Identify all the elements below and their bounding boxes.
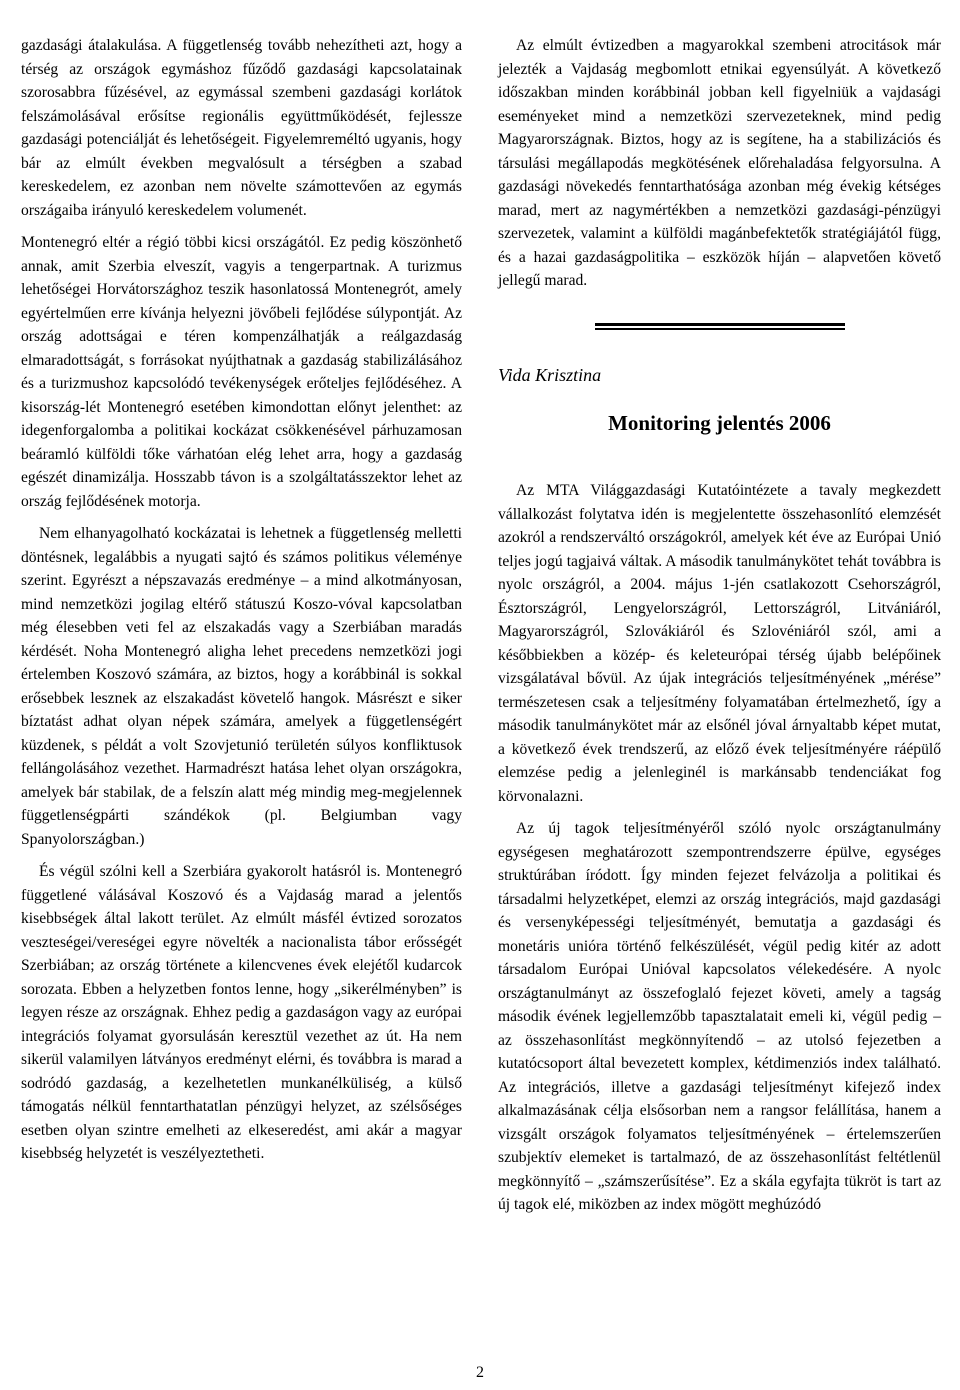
paragraph: gazdasági átalakulása. A függetlenség tovább nehezítheti azt, hogy a térség az országok egymáshoz fűződő gazdasági kapcsolatainak szorosabbra fűzésével, az egymással szembeni gazdasági korlátok felszámolásával erősítse regionális együttműködését, fejlessze gazdasági potenciálját és lehetőségeit. Figyelemreméltó ugyanis, hogy bár az elmúlt években megvalósult a térségben a szabad kereskedelem, ez azonban nem növelte számottevően az egymás országaiba irányuló kereskedelem volumenét. [21,37,462,219]
paragraph: Nem elhanyagolható kockázatai is lehetnek a függetlenség melletti döntésnek, legalábbis a nyugati sajtó és számos politikus véleménye szerint. Egyrészt a népszavazás eredménye – a mind alkotmányosan, mind nemzetközi jogilag eltérő státuszú Koszo-vóval kapcsolatban még élesebben veti fel az elszakadás vagy a Szerbiában maradás kérdését. Noha Montenegró aligha lehet precedens nemzetközi jogi értelemben Koszovó számára, az biztos, hogy a korábbinál is sokkal erősebbek lesznek az elszakadást követelő hangok. Másrészt e siker bíztatást adhat olyan népek számára, amelyek a függetlenségért küzdenek, s példát a volt Szovjetunió területén súlyos konfliktusok fellángolásához vezethet. Harmadrészt hatása lehet olyan országokra, amelyek bár stabilak, de a felszín alatt még mindig meg-megjelennek függetlenségpárti szándékok (pl. Belgiumban vagy Spanyolországban.) [21,525,462,848]
paragraph: Az elmúlt évtizedben a magyarokkal szembeni atrocitások már jelezték a Vajdaság megbomlott etnikai egyensúlyát. A következő időszakban minden korábbinál jobban kell figyelniük a vajdasági eseményeket mind a nemzetközi szervezeteknek, mind pedig Magyarországnak. Biztos, hogy az is segítene, ha a stabilizációs és társulási megállapodás megkötésének előrehaladása felgyorsulna. A gazdasági növekedés fenntarthatósága azonban még évekig kétséges marad, mert az nagymértékben a nemzetközi gazdasági-pénzügyi szervezetek, valamint a külföldi magánbefektetők stratégiájától függ, és a hazai gazdaságpolitika – eszközök híján – alapvetően követő jellegű marad. [498,37,941,289]
paragraph: Montenegró eltér a régió többi kicsi országától. Ez pedig köszönhető annak, amit Szerbia elveszít, vagyis a tengerpartnak. A turizmus lehetőségei Horvátországhoz teszik hasonlatossá Montenegrót, amely egyértelműen erre kívánja helyezni jövőbeli fejlődése súlypontját. Az ország adottságai e téren kompenzálhatják a reálgazdaság elmaradottságát, s forrásokat nyújthatnak a gazdaság stabilizálásához és a turizmushoz kapcsolódó tevékenységek erőteljes fejlődéséhez. A kisország-lét Montenegró esetében kimondottan előnyt jelenthet: az idegenforgalomba a politikai kockázat csökkenésével párhuzamosan beáramló külföldi tőke várhatóan elég lehet arra, hogy a gazdaság egészét dinamizálja. Hosszabb távon is a szolgáltatásszektor lehet az ország fejlődésének motorja. [21,234,462,510]
article-title: Monitoring jelentés 2006 [608,411,831,435]
paragraph: És végül szólni kell a Szerbiára gyakorolt hatásról is. Montenegró függetlené válásával Koszovó és a Vajdaság marad a jelentős kisebbségek által lakott terület. Az elmúlt másfél évtized sorozatos veszteségei/vereségei egyre növelték a nacionalista tábor erősségét Szerbiában; az ország története a kilencvenes évek elejétől kudarcok sorozata. Ebben a helyzetben fontos lenne, hogy „sikerélményben” is legyen része az országnak. Ehhez pedig a gazdaságon vagy az európai integrációs folyamat gyorsulásán keresztül vezethet az út. Ha nem sikerül valamilyen látványos eredményt elérni, és továbbra is marad a sodródó gazdaság, a kezelhetetlen munkanélküliség, a külső támogatás nélkül fenntarthatatlan pénzügyi helyzet, az szélsőséges esetben olyan szintre emelheti az elkeseredést, ami akár a magyar kisebbség helyzetét is veszélyeztetheti. [21,863,462,1162]
section-separator [595,323,845,330]
author-name: Vida Krisztina [498,364,602,385]
paragraph: Az MTA Világgazdasági Kutatóintézete a tavaly megkezdett vállalkozást folytatva idén is megjelentette összehasonlító elemzését azokról a rendszerváltó országokról, amelyek két éve az Európai Unió teljes jogú tagjaivá váltak. A második tanulmánykötet tehát továbbra is nyolc országról, a 2004. május 1-jén csatlakozott Csehországról, Észtországról, Lengyelországról, Lettországról, Litvániáról, Magyarországról, Szlovákiáról és Szlovéniáról szól, ami a későbbiekben a közép- és keleteurópai térség újabb belépőinek vizsgálatával bővül. Az újak integrációs teljesítményének „mérése” természetesen csak a teljesítmény folyamatában értelmezhető, így a második tanulmánykötet már az elsőnél jóval árnyaltabb képet mutat, a következő évek trendszerű, az előző évek teljesítményére ráépülő elemzése pedig a jelenleginél is markánsabb tendenciákat fog körvonalazni. [498,482,941,805]
page-number: 2 [476,1364,484,1381]
left-column [21,34,462,1166]
paragraph: Az új tagok teljesítményéről szóló nyolc országtanulmány egységesen meghatározott szempontrendszerre épülve, egységes struktúrában íródott. Így minden fejezet felvázolja a politikai és társadalmi helyzetképet, elemzi az ország integrációs, majd gazdasági és versenyképességi teljesítményét, bemutatja a gazdasági és monetáris unióra történő felkészülését, végül pedig kitér az adott társadalom Európai Unióval kapcsolatos vélekedésére. A nyolc országtanulmányt az összefoglaló fejezet követi, amely a tagság második évének legjellemzőbb tapasztalatait emeli ki, végül pedig – az összehasonlítást megkönnyítendő – az utolsó fejezetben a kutatócsoport által bevezetett komplex, kétdimenziós index található. Az integrációs, illetve a gazdasági teljesítményt kifejező index alkalmazásának célja elsősorban nem a rangsor felállítása, hanem a vizsgált országok folyamatos teljesítményének – értelemszerűen szubjektív elemeket is tartalmazó, de az összehasonlítást feltétlenül megkönnyítő – „számszerűsítése”. Ez a skála egyfajta tükröt is tart az új tagok elé, miközben az index mögött meghúzódó [498,820,941,1213]
right-column [498,34,941,1217]
